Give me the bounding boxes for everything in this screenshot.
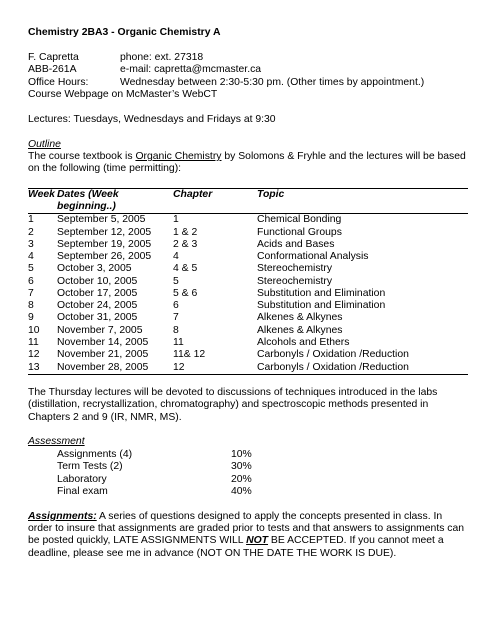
table-row — [28, 239, 468, 251]
textbook-title: Organic Chemistry — [135, 150, 222, 162]
date-cell: October 10, 2005 — [57, 275, 138, 287]
assessment-item — [28, 461, 468, 473]
date-cell: September 12, 2005 — [57, 226, 152, 238]
thursday-note: The Thursday lectures will be devoted to discussions of techniques introduced in the labs (distillation, recrystallization, chromatography) and spectroscopic methods presented in Chapters 2 and 9 (IR, NMR, MS). — [28, 387, 438, 423]
date-cell: November 7, 2005 — [57, 324, 143, 336]
chapter-cell: 1 & 2 — [173, 226, 198, 238]
table-row — [28, 312, 468, 324]
date-cell: October 24, 2005 — [57, 300, 138, 312]
table-row — [28, 251, 468, 263]
topic-cell: Acids and Bases — [257, 238, 335, 250]
assessment-weight: 40% — [231, 485, 252, 497]
office-row — [28, 64, 468, 76]
week-header: Week — [28, 188, 55, 200]
topic-cell: Chemical Bonding — [257, 214, 342, 226]
course-title-row — [28, 27, 468, 39]
instructor-office: ABB-261A — [28, 64, 77, 76]
instructor-row — [28, 52, 468, 64]
week-cell: 8 — [28, 300, 34, 312]
chapter-cell: 7 — [173, 312, 179, 324]
assessment-label: Laboratory — [57, 473, 107, 485]
chapter-cell: 12 — [173, 361, 185, 373]
assessment-label: Assignments (4) — [57, 448, 133, 460]
assessment-weight: 30% — [231, 461, 252, 473]
assessment-label: Final exam — [57, 485, 108, 497]
table-row — [28, 263, 468, 275]
schedule-body — [28, 214, 468, 374]
webpage-row — [28, 89, 468, 101]
assessment-item — [28, 486, 468, 498]
instructor-phone: phone: ext. 27318 — [120, 51, 204, 63]
table-row — [28, 325, 468, 337]
topic-cell: Alkenes & Alkynes — [257, 324, 343, 336]
week-cell: 1 — [28, 214, 34, 226]
date-cell: September 5, 2005 — [57, 214, 146, 226]
date-cell: November 28, 2005 — [57, 361, 149, 373]
date-cell: November 21, 2005 — [57, 349, 149, 361]
lectures-row — [28, 114, 468, 126]
outline-text-after: by Solomons & Fryhle and the lectures will be based on the following (time permitting): — [28, 150, 466, 175]
week-cell: 2 — [28, 226, 34, 238]
topic-cell: Conformational Analysis — [257, 251, 369, 263]
chapter-cell: 11 — [173, 337, 184, 349]
week-cell: 7 — [28, 287, 34, 299]
assessment-weight: 20% — [231, 473, 252, 485]
outline-heading-row — [28, 139, 468, 151]
week-cell: 10 — [28, 324, 40, 336]
lecture-schedule-table — [28, 188, 468, 375]
outline-text-before: The course textbook is — [28, 150, 136, 162]
assignments-text-before: A series of questions designed to apply the concepts presented in class. In order to insure that assignments are graded prior to tests and that answers to assignments can be posted quickly, LATE ASSIGNMENTS WILL — [28, 510, 465, 547]
syllabus-page — [28, 27, 468, 560]
topic-cell: Alcohols and Ethers — [257, 337, 350, 349]
topic-cell: Substitution and Elimination — [257, 287, 386, 299]
outline-text — [28, 151, 468, 176]
topic-cell: Functional Groups — [257, 226, 342, 238]
chapter-cell: 11& 12 — [173, 349, 206, 361]
date-cell: September 19, 2005 — [57, 238, 152, 250]
dates-header: Dates (Week — [57, 188, 119, 200]
week-cell: 5 — [28, 263, 34, 275]
date-cell: October 31, 2005 — [57, 312, 138, 324]
table-row — [28, 227, 468, 239]
course-webpage: Course Webpage on McMaster’s WebCT — [28, 88, 218, 100]
course-title: Chemistry 2BA3 - Organic Chemistry A — [28, 27, 221, 38]
topic-cell: Stereochemistry — [257, 263, 333, 275]
office-hours-text: Wednesday between 2:30-5:30 pm. (Other times by appointment.) — [120, 76, 425, 88]
table-row — [28, 300, 468, 312]
week-cell: 4 — [28, 251, 34, 263]
week-cell: 6 — [28, 275, 34, 287]
chapter-cell: 1 — [173, 214, 179, 226]
week-cell: 11 — [28, 337, 39, 349]
office-hours-row — [28, 77, 468, 89]
chapter-cell: 8 — [173, 324, 179, 336]
assessment-item — [28, 474, 468, 486]
dates-header-sub: beginning..) — [57, 201, 116, 213]
table-row — [28, 362, 468, 375]
assessment-label: Term Tests (2) — [57, 461, 123, 473]
table-row — [28, 349, 468, 361]
week-cell: 13 — [28, 361, 40, 373]
assignments-note — [28, 511, 468, 560]
office-hours-label: Office Hours: — [28, 76, 89, 88]
topic-cell: Stereochemistry — [257, 275, 333, 287]
table-row — [28, 276, 468, 288]
date-cell: October 17, 2005 — [57, 287, 138, 299]
chapter-header: Chapter — [173, 188, 213, 200]
instructor-name: F. Capretta — [28, 51, 79, 63]
chapter-cell: 2 & 3 — [173, 238, 198, 250]
week-cell: 3 — [28, 238, 34, 250]
topic-header: Topic — [257, 188, 285, 200]
table-row — [28, 288, 468, 300]
assessment-heading: Assessment — [28, 436, 85, 448]
schedule-header-subrow — [28, 201, 468, 214]
chapter-cell: 4 — [173, 251, 179, 263]
date-cell: November 14, 2005 — [57, 337, 149, 349]
schedule-header-row — [28, 188, 468, 201]
assignments-text-after: BE ACCEPTED. If you cannot meet a deadline, please see me in advance (NOT ON THE DATE THE WORK IS DUE). — [28, 535, 444, 559]
week-cell: 9 — [28, 312, 34, 324]
date-cell: September 26, 2005 — [57, 251, 152, 263]
assessment-item — [28, 449, 468, 461]
topic-cell: Carbonyls / Oxidation /Reduction — [257, 361, 409, 373]
chapter-cell: 4 & 5 — [173, 263, 198, 275]
assignments-emphasis: NOT — [246, 535, 269, 547]
chapter-cell: 5 — [173, 275, 179, 287]
lectures-text: Lectures: Tuesdays, Wednesdays and Fridays at 9:30 — [28, 113, 276, 125]
chapter-cell: 5 & 6 — [173, 287, 198, 299]
assessment-heading-row — [28, 436, 468, 448]
assignments-heading: Assignments: — [28, 510, 97, 522]
topic-cell: Alkenes & Alkynes — [257, 312, 343, 324]
chapter-cell: 6 — [173, 300, 179, 312]
topic-cell: Substitution and Elimination — [257, 300, 386, 312]
table-row — [28, 337, 468, 349]
table-row — [28, 214, 468, 227]
week-cell: 12 — [28, 349, 40, 361]
topic-cell: Carbonyls / Oxidation /Reduction — [257, 349, 409, 361]
outline-heading: Outline — [28, 138, 61, 150]
date-cell: October 3, 2005 — [57, 263, 132, 275]
instructor-email: e-mail: capretta@mcmaster.ca — [120, 64, 262, 76]
assessment-weight: 10% — [231, 448, 252, 460]
